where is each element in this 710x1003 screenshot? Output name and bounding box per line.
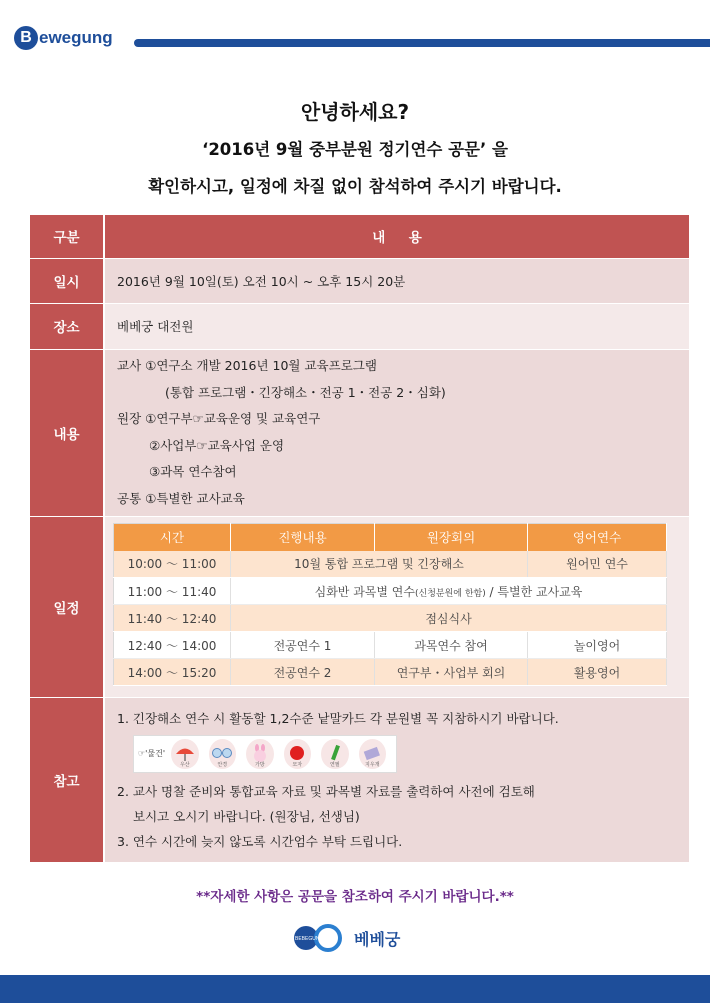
content-value <box>104 349 689 516</box>
svg-text:BEBEGUNG: BEBEGUNG <box>295 936 324 942</box>
header-rule <box>134 39 710 47</box>
english-cell: 원어민 연수 <box>528 551 667 578</box>
content-line: ②사업부☞교육사업 운영 <box>149 437 285 453</box>
bag-icon: 가방 <box>246 739 274 769</box>
eraser-icon: 지우개 <box>359 739 387 769</box>
schedule-table <box>113 523 667 686</box>
header-label: 구분 <box>30 215 104 258</box>
word-card-icons <box>133 735 397 773</box>
bebegung-logo <box>292 924 400 952</box>
col-time: 시간 <box>114 524 231 551</box>
content-cell: 전공연수 2 <box>231 659 375 686</box>
bebegung-logo-text: 베베궁 <box>354 929 401 949</box>
date-value: 2016년 9월 10일(토) 오전 10시 ~ 오후 15시 20분 <box>104 258 689 303</box>
lunch-cell: 점심식사 <box>231 605 667 632</box>
icons-label: ☞'물건' <box>138 749 166 758</box>
logo-text: ewegung <box>39 28 113 47</box>
content-line: ③과목 연수참여 <box>149 464 237 479</box>
schedule-row-1 <box>114 551 667 578</box>
col-content: 진행내용 <box>231 524 375 551</box>
note-2a: 2. 교사 명찰 준비와 통합교육 자료 및 과목별 자료를 출력하여 사전에 검토해 <box>117 783 535 799</box>
advanced-course: 심화반 과목별 연수 <box>314 584 415 599</box>
content-cell: 10월 통합 프로그램 및 긴장해소 <box>231 551 528 578</box>
footer-bar <box>0 975 710 1003</box>
meeting-cell: 과목연수 참여 <box>375 632 528 659</box>
time-cell: 11:00 ～ 11:40 <box>114 578 231 605</box>
schedule-row-3 <box>114 605 667 632</box>
schedule-row <box>30 516 689 697</box>
content-line: 원장 ①연구부☞교육운영 및 교육연구 <box>117 411 321 426</box>
col-meeting: 원장회의 <box>375 524 528 551</box>
special-training: / 특별한 교사교육 <box>485 584 583 599</box>
bebegung-logo-mark <box>292 924 350 952</box>
hat-icon: 모자 <box>284 739 312 769</box>
notes-row <box>30 697 689 862</box>
content-row <box>30 349 689 516</box>
course-note: (신청분원에 한함) <box>414 588 486 599</box>
english-cell: 활용영어 <box>528 659 667 686</box>
greeting-line-3: 확인하시고, 일정에 차질 없이 참석하여 주시기 바랍니다. <box>148 177 562 196</box>
content-line: 교사 ①연구소 개발 2016년 10월 교육프로그램 <box>117 358 377 373</box>
col-english: 영어연수 <box>528 524 667 551</box>
place-row <box>30 303 689 349</box>
pencil-icon: 연필 <box>321 739 349 769</box>
bewegung-logo <box>14 26 113 50</box>
content-label: 내용 <box>30 349 104 516</box>
notes-value <box>104 697 689 862</box>
schedule-row-4 <box>114 632 667 659</box>
greeting-line-2: ‘2016년 9월 중부분원 정기연수 공문’ 을 <box>202 140 508 159</box>
notes-label: 참고 <box>30 697 104 862</box>
umbrella-icon: 우산 <box>171 739 199 769</box>
note-1: 1. 긴장해소 연수 시 활동할 1,2수준 낱말카드 각 분원별 꼭 지참하시기 바랍니다. <box>117 710 559 726</box>
header-content: 내 용 <box>104 215 689 258</box>
footer-message: **자세한 사항은 공문을 참조하여 주시기 바랍니다.** <box>196 889 514 905</box>
time-cell: 14:00 ～ 15:20 <box>114 659 231 686</box>
schedule-row-2 <box>114 578 667 605</box>
greeting-title: 안녕하세요? <box>300 100 410 124</box>
time-cell: 11:40 ～ 12:40 <box>114 605 231 632</box>
place-value: 베베궁 대전원 <box>104 303 689 349</box>
content-line: (통합 프로그램・긴장해소・전공 1・전공 2・심화) <box>165 384 446 400</box>
time-cell: 10:00 ～ 11:00 <box>114 551 231 578</box>
schedule-value <box>104 516 689 697</box>
place-label: 장소 <box>30 303 104 349</box>
schedule-label: 일정 <box>30 516 104 697</box>
note-3: 3. 연수 시간에 늦지 않도록 시간엄수 부탁 드립니다. <box>117 833 403 849</box>
date-row <box>30 258 689 303</box>
time-cell: 12:40 ～ 14:00 <box>114 632 231 659</box>
table-header-row <box>30 215 689 258</box>
logo-initial: B <box>14 26 38 50</box>
english-cell: 놀이영어 <box>528 632 667 659</box>
content-cell <box>231 578 667 605</box>
schedule-header-row <box>114 524 667 551</box>
schedule-row-5 <box>114 659 667 686</box>
date-label: 일시 <box>30 258 104 303</box>
note-2b: 보시고 오시기 바랍니다. (원장님, 선생님) <box>133 808 360 824</box>
meeting-cell: 연구부・사업부 회의 <box>375 659 528 686</box>
content-cell: 전공연수 1 <box>231 632 375 659</box>
glasses-icon: 안경 <box>209 739 237 769</box>
content-line: 공통 ①특별한 교사교육 <box>117 490 245 506</box>
info-table <box>30 215 689 863</box>
